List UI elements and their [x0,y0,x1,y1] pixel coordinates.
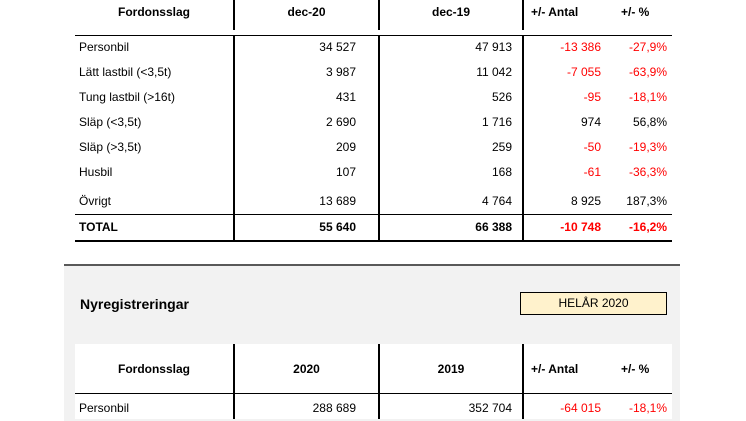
row-label: Släp (>3,5t) [79,140,142,154]
total-label: TOTAL [79,220,118,234]
row-diff: -7 055 [566,65,601,79]
row-value-current: 209 [335,140,356,154]
row-pct: -18,1% [628,401,667,415]
header-diff-pct: +/- % [621,362,650,376]
header-fordonsslag: Fordonsslag [117,5,190,19]
row-label: Personbil [79,40,130,54]
total-diff: -10 748 [560,220,601,234]
row-value-previous: 352 704 [468,401,512,415]
row-pct: 56,8% [632,115,667,129]
header-diff-antal: +/- Antal [531,5,579,19]
header-year-previous: 2019 [437,362,465,376]
row-value-current: 2 690 [325,115,356,129]
period-badge: HELÅR 2020 [520,292,667,315]
row-diff: 8 925 [570,194,601,208]
row-value-previous: 1 716 [481,115,512,129]
row-label: Personbil [79,401,130,415]
header-fordonsslag: Fordonsslag [117,362,190,376]
row-pct: -27,9% [628,40,667,54]
row-value-current: 431 [335,90,356,104]
row-value-current: 107 [335,165,356,179]
header-period-previous: dec-19 [431,5,471,19]
row-diff: -13 386 [560,40,601,54]
row-diff: -50 [583,140,601,154]
row-value-previous: 526 [491,90,512,104]
row-value-previous: 4 764 [481,194,512,208]
row-pct: -18,1% [628,90,667,104]
row-label: Övrigt [79,194,112,208]
row-diff: -95 [583,90,601,104]
row-diff: -61 [583,165,601,179]
row-diff: 974 [580,115,601,129]
row-value-previous: 259 [491,140,512,154]
row-value-previous: 168 [491,165,512,179]
row-label: Tung lastbil (>16t) [79,90,175,104]
row-value-current: 34 527 [319,40,356,54]
row-pct: 187,3% [626,194,667,208]
row-value-current: 3 987 [325,65,356,79]
row-pct: -19,3% [628,140,667,154]
row-diff: -64 015 [560,401,601,415]
header-diff-antal: +/- Antal [531,362,579,376]
section-title: Nyregistreringar [80,296,189,312]
row-value-previous: 47 913 [475,40,512,54]
row-value-current: 288 689 [312,401,356,415]
header-period-current: dec-20 [287,5,326,19]
row-pct: -63,9% [628,65,667,79]
row-value-previous: 11 042 [476,65,512,79]
row-pct: -36,3% [628,165,667,179]
header-year-current: 2020 [293,362,320,376]
header-diff-pct: +/- % [621,5,650,19]
total-value-previous: 66 388 [475,220,512,234]
total-value-current: 55 640 [319,220,356,234]
row-label: Husbil [79,165,113,179]
row-label: Släp (<3,5t) [79,115,142,129]
row-label: Lätt lastbil (<3,5t) [79,65,172,79]
row-value-current: 13 689 [319,194,356,208]
total-pct: -16,2% [628,220,667,234]
